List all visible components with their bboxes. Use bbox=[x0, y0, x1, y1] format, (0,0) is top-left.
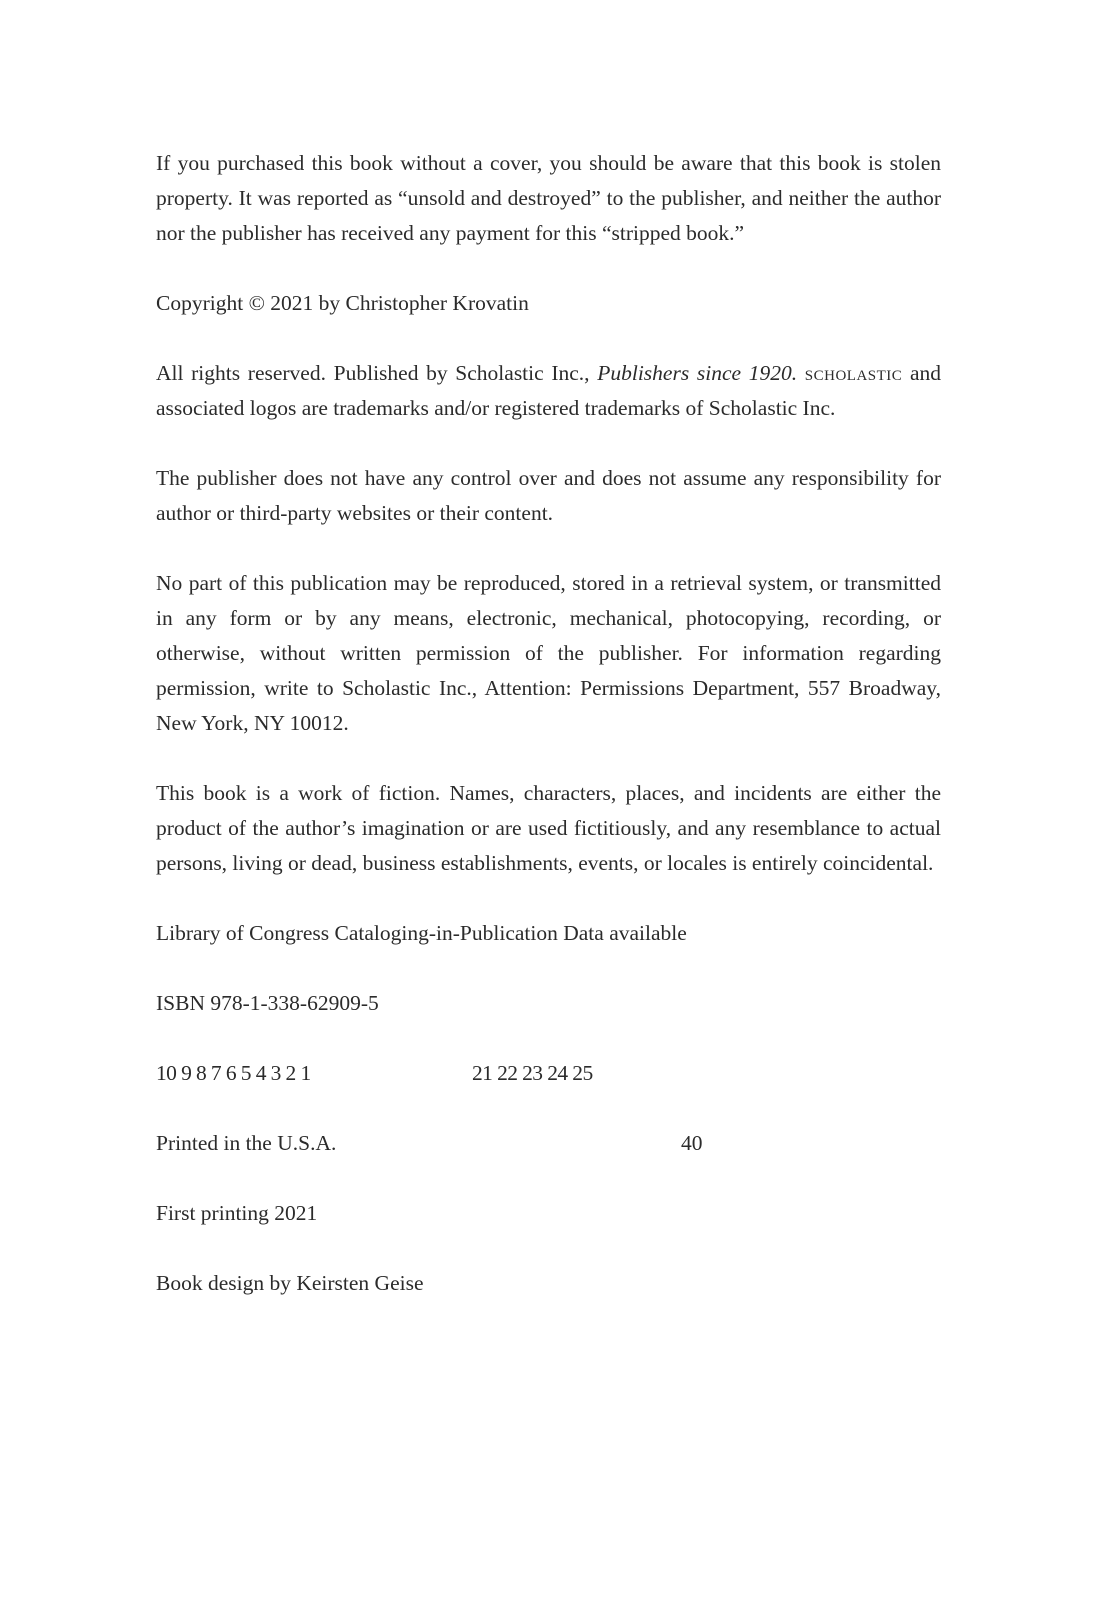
publishers-since-italic: Publishers since 1920. bbox=[597, 361, 798, 385]
impression-numbers: 10 9 8 7 6 5 4 3 2 1 bbox=[156, 1061, 311, 1085]
rights-reserved-statement bbox=[156, 356, 941, 426]
isbn-line: ISBN 978-1-338-62909-5 bbox=[156, 991, 379, 1015]
printed-in-line bbox=[156, 1126, 941, 1161]
printed-country: Printed in the U.S.A. bbox=[156, 1131, 337, 1155]
stripped-book-notice: If you purchased this book without a cover, you should be aware that this book is stolen property. It was reported as “unsold and destroyed” to the publisher, and neither the author nor the publisher has received any payment for this “stripped book.” bbox=[156, 151, 941, 245]
reproduction-notice: No part of this publication may be reproduced, stored in a retrieval system, or transmitted in any form or by any means, electronic, mechanical, photocopying, recording, or otherwise, without written permission of the publisher. For information regarding permission, write to Scholastic Inc., Attention: Permissions Department, 557 Broadway, New York, NY 10012. bbox=[156, 571, 941, 735]
copyright-line: Copyright © 2021 by Christopher Krovatin bbox=[156, 291, 529, 315]
scholastic-trademark-word: scholastic bbox=[804, 361, 903, 385]
first-printing-line: First printing 2021 bbox=[156, 1201, 318, 1225]
responsibility-disclaimer: The publisher does not have any control over and does not assume any responsibility for author or third-party websites or their content. bbox=[156, 466, 941, 525]
printing-years: 21 22 23 24 25 bbox=[472, 1061, 593, 1085]
fiction-disclaimer: This book is a work of fiction. Names, characters, places, and incidents are either the product of the author’s imagination or are used fictitiously, and any resemblance to actual persons, living or dead, business establishments, events, or locales is entirely coincidental. bbox=[156, 781, 941, 875]
rights-text-part1: All rights reserved. Published by Scholastic Inc., bbox=[156, 361, 598, 385]
book-design-credit: Book design by Keirsten Geise bbox=[156, 1271, 424, 1295]
rights-text-part2: and associated logos are trademarks and/or registered trademarks of Scholastic Inc. bbox=[156, 361, 941, 420]
printer-code: 40 bbox=[681, 1131, 703, 1155]
cip-data-line: Library of Congress Cataloging-in-Publication Data available bbox=[156, 921, 687, 945]
printing-number-line bbox=[156, 1056, 941, 1091]
copyright-text-block bbox=[156, 146, 941, 1336]
